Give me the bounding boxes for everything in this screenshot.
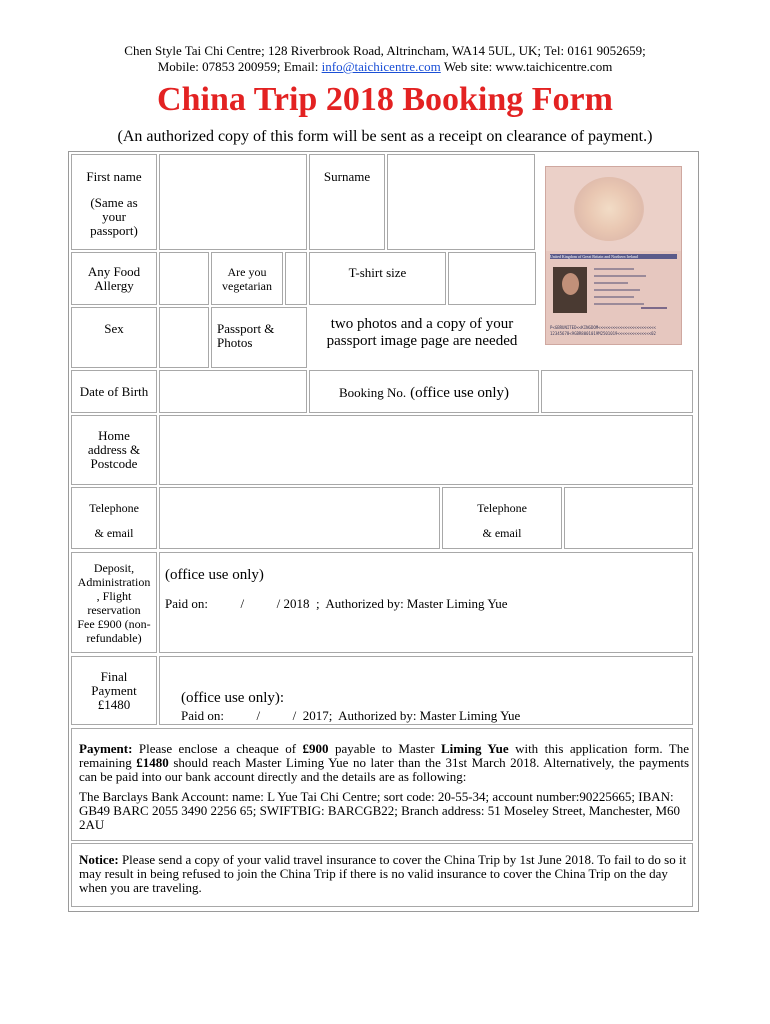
telephone-label-left: Telephone: [89, 501, 139, 515]
telephone-email-field-left[interactable]: [159, 487, 440, 549]
header-contact-line1: Chen Style Tai Chi Centre; 128 Riverbrook Road, Altrincham, WA14 5UL, UK; Tel: 0161 9052659;: [124, 43, 646, 58]
sex-label: Sex: [104, 321, 124, 336]
notice-paragraph: [79, 853, 691, 895]
telephone-email-field-right[interactable]: [564, 487, 693, 549]
final-payment-label-cell: [71, 656, 157, 725]
final-payment-label: Final Payment £1480: [91, 668, 137, 712]
vegetarian-label-cell: [211, 252, 283, 305]
booking-no-office-note: (office use only): [410, 385, 510, 401]
passport-data-line: [594, 303, 644, 305]
passport-mrz: [550, 325, 677, 337]
photos-requirement-note: two photos and a copy of your passport image page are needed: [326, 316, 518, 349]
deposit-label: Deposit, Administration , Flight reservation Fee £900 (non- refundable): [77, 560, 151, 645]
final-office-note: (office use only):: [181, 690, 285, 706]
same-as-passport-note: (Same as your passport): [90, 195, 138, 238]
sex-field[interactable]: [159, 307, 209, 368]
dob-label: Date of Birth: [79, 384, 149, 399]
deposit-office-cell: [159, 552, 693, 653]
payment-text: with this application form. The remaining: [79, 741, 690, 770]
passport-sample-image: [545, 166, 682, 345]
telephone-label-right: Telephone: [477, 501, 527, 515]
email-label-right: & email: [482, 526, 522, 540]
vegetarian-field[interactable]: [285, 252, 307, 305]
deposit-label-cell: [71, 552, 157, 653]
payment-section: [71, 728, 693, 841]
payment-text: Please enclose a cheaque of: [138, 741, 297, 756]
food-allergy-label-cell: [71, 252, 157, 305]
deposit-office-note: (office use only): [165, 567, 264, 583]
passport-mrz-line1: P<GBRUNITED<<KINGDOM<<<<<<<<<<<<<<<<<<<<<<<<: [550, 325, 656, 330]
home-address-label-cell: [71, 415, 157, 485]
first-name-label: First name: [86, 169, 142, 184]
home-address-label: Home address & Postcode: [87, 428, 141, 471]
home-address-field[interactable]: [159, 415, 693, 485]
passport-crest-icon: [574, 177, 644, 241]
final-payment-office-cell: [159, 656, 693, 725]
payment-remaining-amount: £1480: [136, 755, 169, 770]
passport-data-line: [594, 275, 646, 277]
passport-face-icon: [562, 273, 579, 295]
food-allergy-label: Any Food Allergy: [87, 263, 141, 293]
booking-no-label-cell: [309, 370, 539, 413]
tshirt-field[interactable]: [448, 252, 536, 305]
payment-deposit-amount: £900: [302, 741, 329, 756]
notice-label: Notice:: [79, 852, 119, 867]
booking-no-label: Booking No.: [338, 385, 407, 400]
payment-label: Payment:: [79, 741, 133, 756]
final-paid-line: Paid on: / / 2017; Authorized by: Master Liming Yue: [181, 708, 521, 723]
payment-payee: Liming Yue: [440, 741, 509, 756]
header-website: Web site: www.taichicentre.com: [443, 59, 613, 74]
passport-data-line: [594, 296, 634, 298]
sex-label-cell: [71, 307, 157, 368]
dob-field[interactable]: [159, 370, 307, 413]
passport-mrz-line2: 12345678<9GBR8001019M2501019<<<<<<<<<<<<<<02: [550, 331, 656, 336]
first-name-label-cell: [71, 154, 157, 250]
notice-text: Please send a copy of your valid travel insurance to cover the China Trip by 1st June 2018. To fail to do so it may result in being refused to join the China Trip if there is no valid insurance to cover the China Trip on the day when you are traveling.: [79, 852, 687, 895]
first-name-field[interactable]: [159, 154, 307, 250]
page-title: China Trip 2018 Booking Form: [157, 81, 613, 118]
passport-data-line: [594, 268, 634, 270]
food-allergy-field[interactable]: [159, 252, 209, 305]
tshirt-label: T-shirt size: [348, 265, 407, 280]
page-subtitle: (An authorized copy of this form will be sent as a receipt on clearance of payment.): [117, 128, 653, 145]
telephone-label-cell-right: [442, 487, 562, 549]
vegetarian-label: Are you vegetarian: [222, 265, 272, 293]
dob-label-cell: [71, 370, 157, 413]
payment-text: should reach Master Liming Yue no later than the 31st March 2018. Alternatively, the payments can be paid into our bank account directly and the details are as following:: [79, 755, 690, 784]
notice-section: [71, 843, 693, 907]
payment-paragraph: [79, 742, 689, 784]
passport-photos-label-cell: [211, 307, 307, 368]
telephone-label-cell-left: [71, 487, 157, 549]
booking-no-field[interactable]: [541, 370, 693, 413]
email-link[interactable]: info@taichicentre.com: [321, 59, 441, 74]
bank-details: The Barclays Bank Account: name: L Yue Tai Chi Centre; sort code: 20-55-34; account number:90225665; IBAN: GB49 BARC 2055 3490 2256 65; SWIFTBIG: BARCGB22; Branch address: 51 Moseley Street, Manchester, M60 2AU: [79, 789, 681, 832]
tshirt-label-cell: [309, 252, 446, 305]
payment-text: payable to Master: [334, 741, 435, 756]
header-mobile: Mobile: 07853 200959; Email:: [157, 59, 319, 74]
surname-label-cell: [309, 154, 385, 250]
email-label-left: & email: [94, 526, 134, 540]
passport-data-line: [594, 289, 640, 291]
passport-header-text: United Kingdom of Great Britain and Northern Ireland: [550, 254, 677, 259]
passport-photos-label: Passport & Photos: [217, 321, 275, 350]
passport-data-line: [594, 282, 628, 284]
surname-field[interactable]: [387, 154, 535, 250]
passport-signature: [641, 307, 667, 309]
surname-label: Surname: [323, 169, 371, 184]
header-contact-line2: [0, 59, 770, 75]
deposit-paid-line: Paid on: / / 2018 ; Authorized by: Master Liming Yue: [165, 596, 508, 611]
